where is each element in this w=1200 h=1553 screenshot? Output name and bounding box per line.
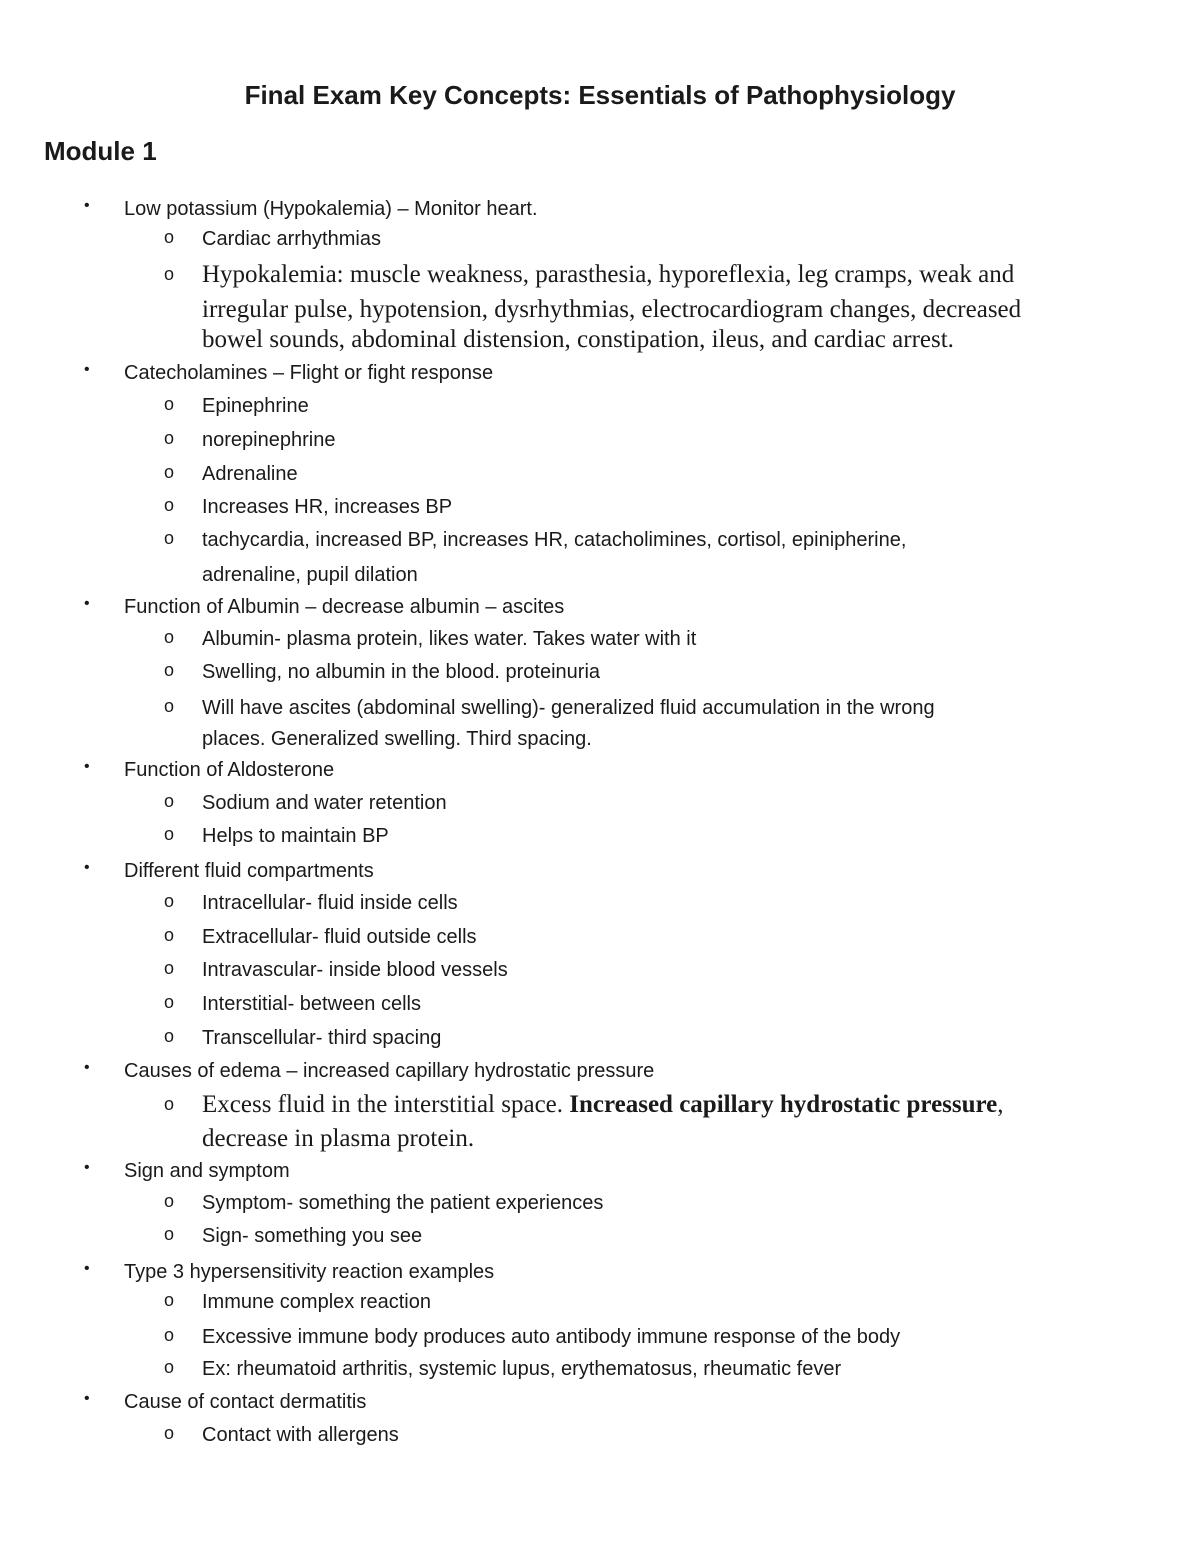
sub-marker: o (164, 1357, 175, 1377)
sub-marker: o (164, 824, 175, 844)
bullet-marker: • (84, 1260, 90, 1277)
sub-item-line: decrease in plasma protein. (202, 1125, 475, 1152)
sub-item: Cardiac arrhythmias (202, 228, 381, 250)
sub-marker: o (164, 227, 175, 247)
sub-marker: o (164, 528, 175, 548)
list-item-albumin: Function of Albumin – decrease albumin – ascites (124, 596, 565, 618)
sub-marker: o (164, 1026, 175, 1046)
list-item-sign-symptom: Sign and symptom (124, 1160, 290, 1182)
bullet-marker: • (84, 1059, 90, 1076)
list-item-fluid-compartments: Different fluid compartments (124, 860, 374, 882)
sub-marker: o (164, 627, 175, 647)
sub-item: Transcellular- third spacing (202, 1027, 442, 1049)
sub-marker: o (164, 791, 175, 811)
sub-marker: o (164, 394, 175, 414)
sub-item-line: irregular pulse, hypotension, dysrhythmias, electrocardiogram changes, decreased (202, 296, 1022, 323)
list-item-edema: Causes of edema – increased capillary hydrostatic pressure (124, 1060, 655, 1082)
sub-item-line: adrenaline, pupil dilation (202, 564, 418, 586)
sub-item: Helps to maintain BP (202, 825, 389, 847)
list-item-type3-hypersensitivity: Type 3 hypersensitivity reaction examples (124, 1261, 495, 1283)
page-title: Final Exam Key Concepts: Essentials of Pathophysiology (244, 80, 956, 110)
sub-marker: o (164, 1423, 175, 1443)
sub-item: Interstitial- between cells (202, 993, 421, 1015)
sub-marker: o (164, 462, 175, 482)
bullet-marker: • (84, 595, 90, 612)
sub-item: Swelling, no albumin in the blood. proteinuria (202, 661, 601, 683)
sub-item: Sign- something you see (202, 1225, 423, 1247)
sub-marker: o (164, 264, 175, 284)
sub-item: Adrenaline (202, 463, 298, 485)
sub-item-line: tachycardia, increased BP, increases HR, catacholimines, cortisol, epinipherine, (202, 529, 907, 551)
sub-marker: o (164, 428, 175, 448)
sub-marker: o (164, 1224, 175, 1244)
sub-marker: o (164, 660, 175, 680)
sub-item: Epinephrine (202, 395, 309, 417)
sub-marker: o (164, 925, 175, 945)
sub-marker: o (164, 1325, 175, 1345)
sub-marker: o (164, 1290, 175, 1310)
sub-marker: o (164, 992, 175, 1012)
sub-item-line: Hypokalemia: muscle weakness, parasthesia, hyporeflexia, leg cramps, weak and (202, 261, 1015, 288)
edema-text: Excess fluid in the interstitial space. (202, 1091, 570, 1118)
sub-item: Sodium and water retention (202, 792, 447, 814)
sub-item-line: bowel sounds, abdominal distension, constipation, ileus, and cardiac arrest. (202, 326, 954, 353)
sub-marker: o (164, 696, 175, 716)
sub-item-line (202, 1089, 1004, 1120)
edema-bold-text: Increased capillary hydrostatic pressure (569, 1091, 998, 1118)
bullet-marker: • (84, 197, 90, 214)
bullet-marker: • (84, 859, 90, 876)
bullet-marker: • (84, 361, 90, 378)
sub-item: Ex: rheumatoid arthritis, systemic lupus, erythematosus, rheumatic fever (202, 1358, 842, 1380)
bullet-marker: • (84, 758, 90, 775)
module-heading: Module 1 (44, 136, 157, 166)
sub-marker: o (164, 495, 175, 515)
sub-item: norepinephrine (202, 429, 336, 451)
sub-item: Contact with allergens (202, 1424, 399, 1446)
sub-item: Increases HR, increases BP (202, 496, 453, 518)
sub-item: Immune complex reaction (202, 1291, 431, 1313)
sub-item: Albumin- plasma protein, likes water. Takes water with it (202, 628, 697, 650)
bullet-marker: • (84, 1390, 90, 1407)
list-item-catecholamines: Catecholamines – Flight or fight response (124, 362, 494, 384)
list-item-hypokalemia: Low potassium (Hypokalemia) – Monitor heart. (124, 198, 538, 220)
sub-item: Excessive immune body produces auto antibody immune response of the body (202, 1326, 901, 1348)
sub-item: Symptom- something the patient experiences (202, 1192, 604, 1214)
bullet-marker: • (84, 1159, 90, 1176)
sub-marker: o (164, 1094, 175, 1114)
sub-item: Intravascular- inside blood vessels (202, 959, 508, 981)
sub-marker: o (164, 958, 175, 978)
sub-item-line: places. Generalized swelling. Third spacing. (202, 728, 592, 750)
edema-comma: , (997, 1091, 1004, 1118)
sub-item: Extracellular- fluid outside cells (202, 926, 477, 948)
list-item-aldosterone: Function of Aldosterone (124, 759, 335, 781)
sub-marker: o (164, 891, 175, 911)
sub-item-line: Will have ascites (abdominal swelling)- generalized fluid accumulation in the wrong (202, 697, 935, 719)
sub-marker: o (164, 1191, 175, 1211)
sub-item: Intracellular- fluid inside cells (202, 892, 458, 914)
list-item-contact-dermatitis: Cause of contact dermatitis (124, 1391, 367, 1413)
